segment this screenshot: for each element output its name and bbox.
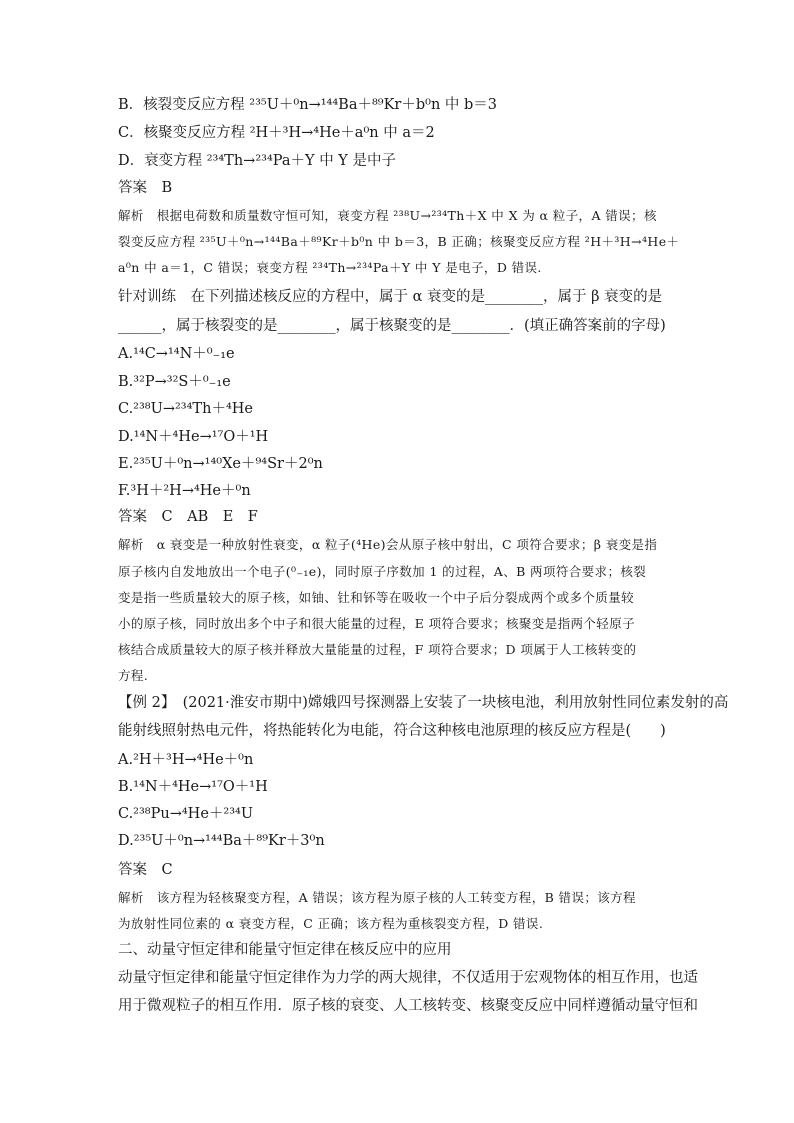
section-heading: 二、动量守恒定律和能量守恒定律在核反应中的应用 <box>118 942 452 958</box>
example-question-line: 【例 2】 (2021·淮安市期中)嫦娥四号探测器上安装了一块核电池，利用放射性同位素发射的高 <box>118 695 729 711</box>
practice-question-line: ______，属于核裂变的是________，属于核聚变的是________．(填正确答案前的字母) <box>118 318 666 334</box>
analysis-line: 变是指一些质量较大的原子核，如铀、钍和钚等在吸收一个中子后分裂成两个或多个质量较 <box>118 590 635 605</box>
choice-c: C.²³⁸U→²³⁴Th＋⁴He <box>118 401 253 417</box>
analysis-line: 解析 根据电荷数和质量数守恒可知，衰变方程 ²³⁸U→²³⁴Th＋X 中 X 为 α 粒子，A 错误；核 <box>118 208 657 223</box>
option-d-line: D．衰变方程 ²³⁴Th→²³⁴Pa＋Y 中 Y 是中子 <box>118 153 396 169</box>
analysis-line: 小的原子核，同时放出多个中子和很大能量的过程，E 项符合要求；核聚变是指两个轻原子 <box>118 616 635 631</box>
choice-c: C.²³⁸Pu→⁴He＋²³⁴U <box>118 806 254 822</box>
analysis-line: a⁰n 中 a＝1，C 错误；衰变方程 ²³⁴Th→²³⁴Pa＋Y 中 Y 是电子，D 错误. <box>118 260 542 275</box>
practice-question-line: 针对训练 在下列描述核反应的方程中，属于 α 衰变的是________，属于 β 衰变的是 <box>118 289 663 305</box>
choice-f: F.³H＋²H→⁴He＋⁰n <box>118 483 251 499</box>
choice-e: E.²³⁵U＋⁰n→¹⁴⁰Xe＋⁹⁴Sr＋2⁰n <box>118 456 323 472</box>
choice-d: D.²³⁵U＋⁰n→¹⁴⁴Ba＋⁸⁹Kr＋3⁰n <box>118 833 325 849</box>
analysis-line: 核结合成质量较大的原子核并释放大量能量的过程，F 项符合要求；D 项属于人工核转变的 <box>118 642 637 657</box>
choice-a: A.²H＋³H→⁴He＋⁰n <box>118 752 254 768</box>
analysis-line: 为放射性同位素的 α 衰变方程，C 正确；该方程为重核裂变方程，D 错误. <box>118 916 544 931</box>
choice-d: D.¹⁴N＋⁴He→¹⁷O＋¹H <box>118 429 269 445</box>
choice-a: A.¹⁴C→¹⁴N＋⁰₋₁e <box>118 346 235 362</box>
option-b-line: B．核裂变反应方程 ²³⁵U＋⁰n→¹⁴⁴Ba＋⁸⁹Kr＋b⁰n 中 b＝3 <box>118 97 498 113</box>
body-paragraph-line: 动量守恒定律和能量守恒定律作为力学的两大规律，不仅适用于宏观物体的相互作用，也适 <box>118 970 698 986</box>
option-c-line: C．核聚变反应方程 ²H＋³H→⁴He＋a⁰n 中 a＝2 <box>118 125 435 141</box>
body-paragraph-line: 用于微观粒子的相互作用．原子核的衰变、人工核转变、核聚变反应中同样遵循动量守恒和 <box>118 998 698 1014</box>
analysis-line: 原子核内自发地放出一个电子(⁰₋₁e)，同时原子序数加 1 的过程，A、B 两项符合要求；核裂 <box>118 564 647 579</box>
analysis-line: 裂变反应方程 ²³⁵U＋⁰n→¹⁴⁴Ba＋⁸⁹Kr＋b⁰n 中 b＝3，B 正确；核聚变反应方程 ²H＋³H→⁴He＋ <box>118 234 680 249</box>
analysis-line: 解析 该方程为轻核聚变方程，A 错误；该方程为原子核的人工转变方程，B 错误；该方程 <box>118 890 636 905</box>
choice-b: B.³²P→³²S＋⁰₋₁e <box>118 374 231 390</box>
analysis-line: 解析 α 衰变是一种放射性衰变，α 粒子(⁴He)会从原子核中射出，C 项符合要求；β 衰变是指 <box>118 537 658 552</box>
answer-line: 答案 C <box>118 862 173 878</box>
analysis-line: 方程. <box>118 668 149 683</box>
answer-line: 答案 C AB E F <box>118 509 258 525</box>
example-question-line: 能射线照射热电元件，将热能转化为电能，符合这种核电池原理的核反应方程是( ) <box>118 723 666 739</box>
choice-b: B.¹⁴N＋⁴He→¹⁷O＋¹H <box>118 779 268 795</box>
answer-line: 答案 B <box>118 180 173 196</box>
